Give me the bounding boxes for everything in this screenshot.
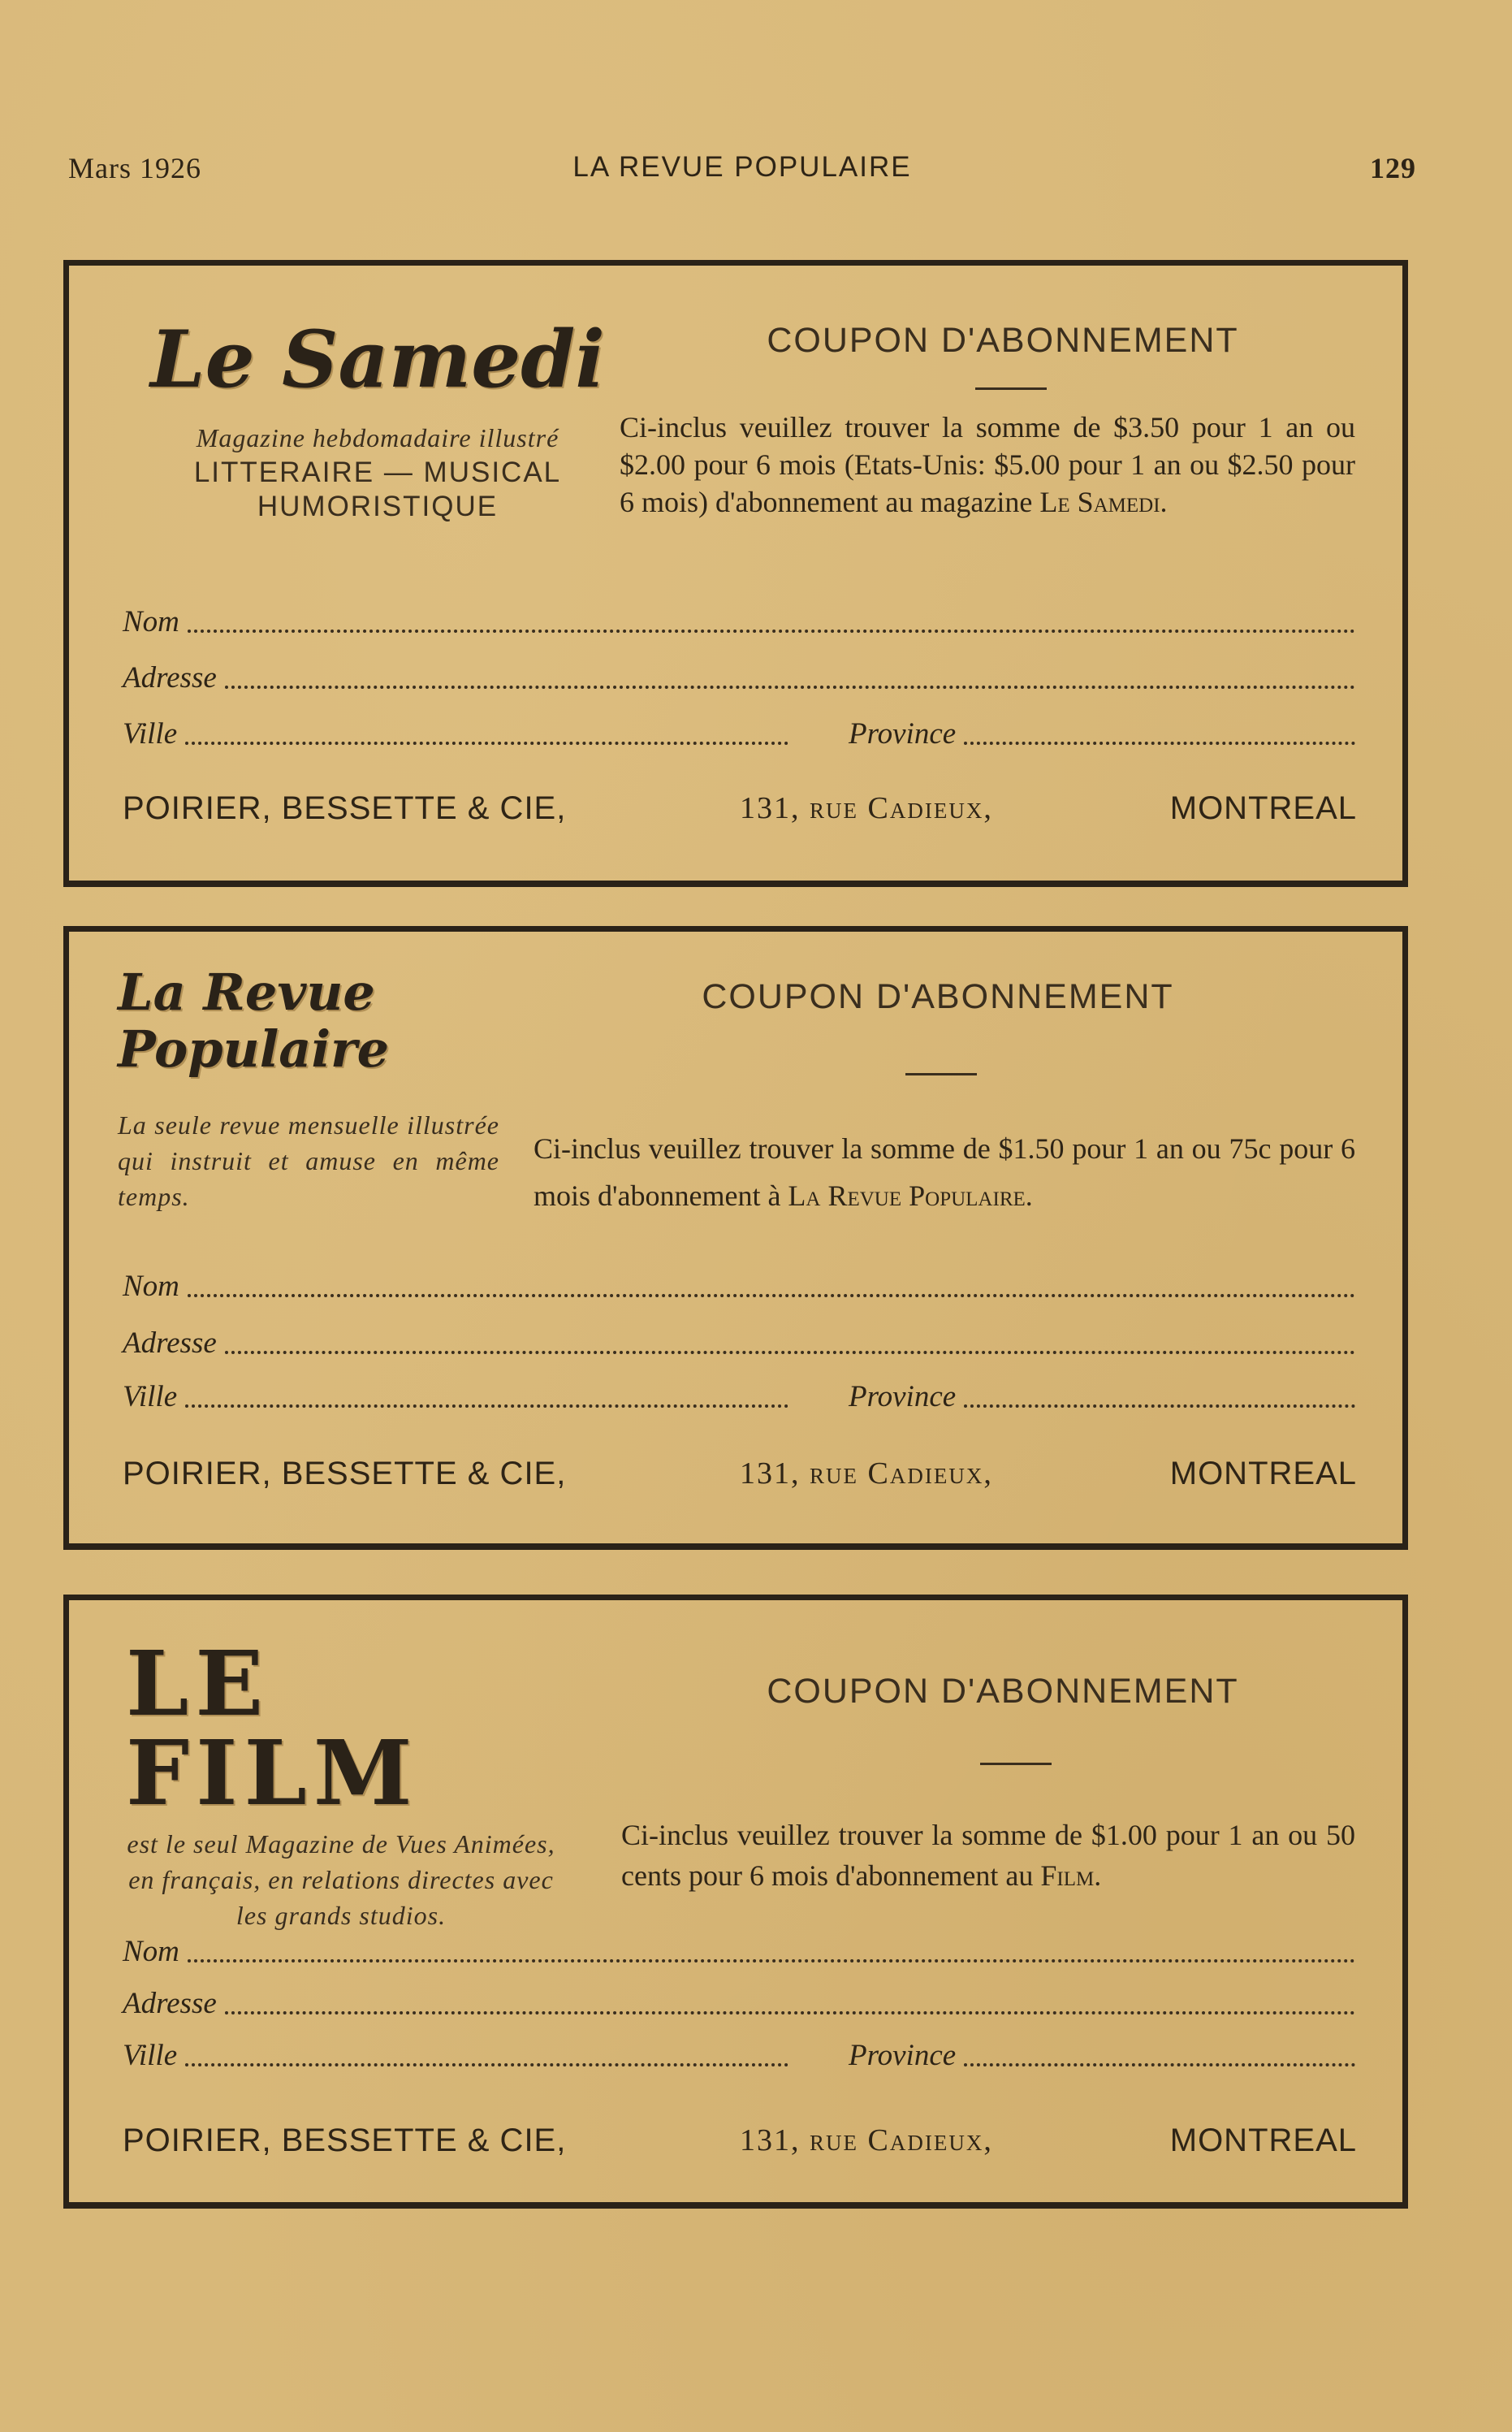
revue-populaire-logo: La Revue Populaire — [118, 963, 390, 1079]
coupon-footer — [123, 1456, 1357, 1501]
ville-field[interactable] — [123, 1377, 788, 1414]
company-city: MONTREAL — [1169, 1456, 1357, 1491]
le-film-logo: LE FILM — [126, 1631, 419, 1825]
province-field[interactable] — [849, 1377, 1355, 1414]
coupon-le-samedi — [63, 260, 1408, 887]
subscription-text: Ci-inclus veuillez trouver la somme de $1.50 pour 1 an ou 75c pour 6 mois d'abonnement à La Revue Populaire. — [534, 1132, 1355, 1212]
ville-field[interactable] — [123, 714, 788, 751]
coupon-revue-populaire — [63, 926, 1408, 1550]
le-samedi-branding — [118, 314, 637, 524]
company-city: MONTREAL — [1169, 2123, 1357, 2158]
revue-populaire-branding — [118, 964, 572, 1214]
company-name: POIRIER, BESSETTE & CIE, — [123, 2123, 567, 2158]
subscription-text: Ci-inclus veuillez trouver la somme de $1.00 pour 1 an ou 50 cents pour 6 mois d'abonnement au Film. — [621, 1819, 1355, 1892]
nom-field[interactable] — [123, 602, 1355, 639]
le-samedi-logo: Le Samedi — [150, 314, 605, 405]
le-film-tagline: est le seul Magazine de Vues Animées, en français, en relations directes avec les grands studios. — [127, 1829, 555, 1930]
le-samedi-subline-2: HUMORISTIQUE — [257, 491, 499, 522]
coupon-le-film — [63, 1595, 1408, 2209]
nom-field[interactable] — [123, 1932, 1355, 1969]
company-address: 131, rue Cadieux, — [740, 2123, 993, 2157]
adresse-label: Adresse — [123, 1987, 217, 2020]
nom-label: Nom — [123, 1270, 179, 1303]
adresse-field[interactable] — [123, 658, 1355, 695]
subscription-text: Ci-inclus veuillez trouver la somme de $3.50 pour 1 an ou $2.00 pour 6 mois (Etats-Unis: $5.00 pour 1 an ou $2.50 pour 6 mois) d'abonnement au magazine Le Samedi. — [620, 411, 1355, 518]
title-rule — [975, 387, 1047, 390]
nom-label: Nom — [123, 605, 179, 638]
ville-label: Ville — [123, 717, 178, 751]
province-label: Province — [849, 2039, 957, 2072]
magazine-name: Le Samedi. — [1039, 486, 1168, 518]
le-film-branding — [126, 1631, 581, 1933]
province-field[interactable] — [849, 714, 1355, 751]
magazine-name: Film. — [1040, 1859, 1102, 1892]
revue-populaire-tagline: La seule revue mensuelle illustrée qui instruit et amuse en même temps. — [118, 1110, 499, 1211]
ville-label: Ville — [123, 1380, 178, 1413]
adresse-label: Adresse — [123, 1326, 217, 1360]
adresse-field[interactable] — [123, 1323, 1355, 1361]
title-rule — [980, 1763, 1052, 1765]
magazine-name: La Revue Populaire. — [788, 1179, 1033, 1212]
coupon-title: COUPON D'ABONNEMENT — [702, 977, 1174, 1016]
province-label: Province — [849, 717, 957, 751]
company-name: POIRIER, BESSETTE & CIE, — [123, 1456, 567, 1491]
company-city: MONTREAL — [1169, 790, 1357, 826]
province-label: Province — [849, 1380, 957, 1413]
coupon-title: COUPON D'ABONNEMENT — [767, 1672, 1239, 1711]
company-address: 131, rue Cadieux, — [740, 791, 993, 825]
company-address: 131, rue Cadieux, — [740, 1456, 993, 1491]
page-number: 129 — [1370, 152, 1416, 184]
adresse-field[interactable] — [123, 1984, 1355, 2021]
company-name: POIRIER, BESSETTE & CIE, — [123, 790, 567, 826]
publication-title: LA REVUE POPULAIRE — [572, 151, 912, 183]
coupon-footer — [123, 2123, 1357, 2168]
nom-field[interactable] — [123, 1266, 1355, 1304]
ville-label: Ville — [123, 2039, 178, 2072]
province-field[interactable] — [849, 2036, 1355, 2073]
coupon-footer — [123, 790, 1357, 836]
issue-date: Mars 1926 — [68, 152, 201, 184]
adresse-label: Adresse — [123, 661, 217, 695]
le-samedi-subline-1: LITTERAIRE — MUSICAL — [193, 457, 562, 488]
page-header — [68, 151, 1416, 200]
le-samedi-tagline: Magazine hebdomadaire illustré — [196, 423, 559, 452]
nom-label: Nom — [123, 1935, 179, 1968]
coupon-title: COUPON D'ABONNEMENT — [767, 321, 1239, 360]
ville-field[interactable] — [123, 2036, 788, 2073]
title-rule — [905, 1073, 977, 1075]
